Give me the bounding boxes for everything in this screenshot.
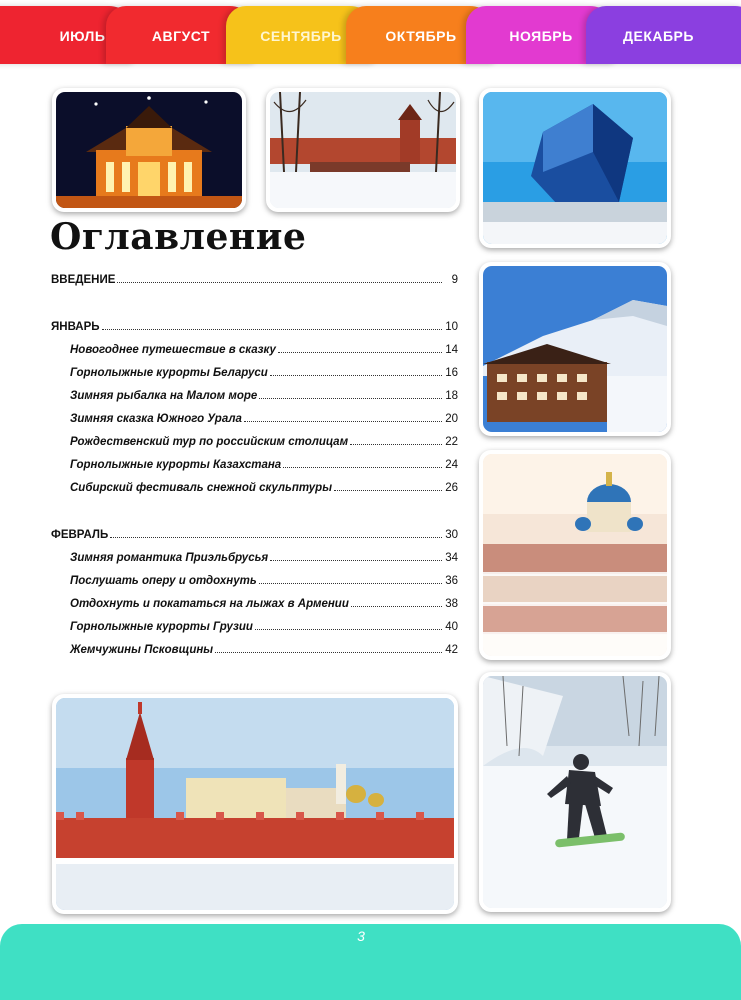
dot-leader (255, 621, 442, 630)
dot-leader (110, 529, 442, 538)
toc-entry-label: Послушать оперу и отдохнуть (70, 575, 257, 587)
toc-entry-label: Жемчужины Псковщины (70, 644, 214, 656)
dot-leader (278, 344, 442, 353)
photo-kremlin-wall-snow (266, 88, 460, 212)
toc-entry-page: 24 (445, 459, 458, 471)
toc-entry-page: 30 (445, 529, 458, 541)
toc-entry-page: 22 (445, 436, 458, 448)
toc-entry[interactable] (70, 413, 458, 425)
dot-leader (102, 321, 442, 330)
tab-label: СЕНТЯБРЬ (260, 28, 342, 44)
dot-leader (244, 413, 442, 422)
toc-entry-page: 9 (451, 274, 458, 286)
toc-entry-page: 16 (445, 367, 458, 379)
tab-december[interactable] (586, 6, 741, 64)
tab-label: ДЕКАБРЬ (623, 28, 694, 44)
toc-entry[interactable] (70, 344, 458, 356)
month-tabs (0, 0, 741, 66)
dot-leader (259, 390, 442, 399)
toc-entry-page: 40 (445, 621, 458, 633)
dot-leader (259, 575, 442, 584)
dot-leader (117, 274, 442, 283)
toc-entry[interactable] (70, 459, 458, 471)
toc-entry-label: Зимняя сказка Южного Урала (70, 413, 242, 425)
toc-entry-label: Новогоднее путешествие в сказку (70, 344, 276, 356)
toc-entry-label: Рождественский тур по российским столицам (70, 436, 349, 448)
toc-entry-label: ЯНВАРЬ (51, 321, 100, 333)
toc-entry[interactable] (70, 552, 458, 564)
toc-entry-page: 34 (445, 552, 458, 564)
photo-ski-hotel-mountains (479, 262, 671, 436)
dot-leader (283, 459, 442, 468)
tab-label: АВГУСТ (151, 28, 211, 44)
toc-entry-label: Горнолыжные курорты Казахстана (70, 459, 282, 471)
toc-entry-label: Горнолыжные курорты Грузии (70, 621, 253, 633)
toc-entry-intro[interactable] (51, 274, 458, 286)
toc-entry-page: 26 (445, 482, 458, 494)
toc-entry-label: Сибирский фестиваль снежной скульптуры (70, 482, 333, 494)
toc-entry-label: Горнолыжные курорты Беларуси (70, 367, 268, 379)
tab-label: ОКТЯБРЬ (385, 28, 457, 44)
toc-entry[interactable] (70, 390, 458, 402)
toc-entry-page: 36 (445, 575, 458, 587)
toc-entry[interactable] (70, 621, 458, 633)
photo-moscow-kremlin (52, 694, 458, 914)
dot-leader (215, 644, 442, 653)
toc-entry-label: Зимняя романтика Приэльбрусья (70, 552, 269, 564)
toc-entry-january[interactable] (51, 321, 458, 333)
tab-label: НОЯБРЬ (509, 28, 573, 44)
toc-entry-label: Зимняя рыбалка на Малом море (70, 390, 258, 402)
toc-entry-page: 14 (445, 344, 458, 356)
photo-snowboarder (479, 672, 671, 912)
photo-cathedral-city-winter (479, 450, 671, 660)
toc-entry-page: 42 (445, 644, 458, 656)
toc-entry-label: ФЕВРАЛЬ (51, 529, 109, 541)
toc-entry[interactable] (70, 575, 458, 587)
toc-entry-february[interactable] (51, 529, 458, 541)
dot-leader (350, 436, 442, 445)
dot-leader (270, 367, 442, 376)
toc-entry-label: Отдохнуть и покататься на лыжах в Армении (70, 598, 349, 610)
page-number: 3 (357, 928, 365, 944)
toc-entry[interactable] (70, 598, 458, 610)
photo-diamond-library (479, 88, 671, 248)
toc-entry-page: 20 (445, 413, 458, 425)
toc-entry-page: 10 (445, 321, 458, 333)
tab-label: ИЮЛЬ (59, 28, 106, 44)
toc-entry[interactable] (70, 367, 458, 379)
page-footer (0, 924, 741, 1000)
page-title: Оглавление (50, 216, 307, 258)
dot-leader (334, 482, 442, 491)
toc-entry[interactable] (70, 482, 458, 494)
toc-entry-label: ВВЕДЕНИЕ (51, 274, 116, 286)
toc-entry-page: 38 (445, 598, 458, 610)
toc-entry[interactable] (70, 436, 458, 448)
photo-night-wooden-palace (52, 88, 246, 212)
toc-entry[interactable] (70, 644, 458, 656)
toc-entry-page: 18 (445, 390, 458, 402)
dot-leader (351, 598, 442, 607)
dot-leader (270, 552, 442, 561)
